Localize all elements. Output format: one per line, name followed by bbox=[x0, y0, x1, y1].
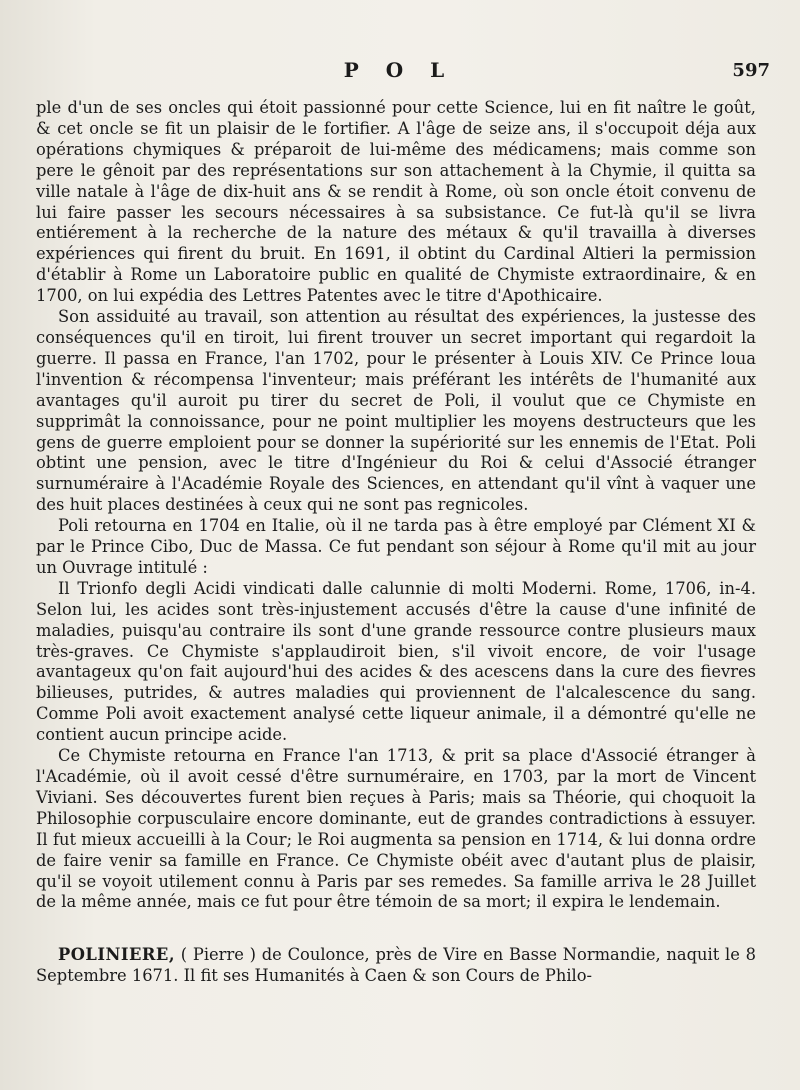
dictionary-entry bbox=[36, 945, 756, 987]
paragraph-4: Il Trionfo degli Acidi vindicati dalle calunnie di molti Moderni. Rome, 1706, in-4. Selon lui, les acides sont très-injustement accusés d'être la cause d'une infinité de maladies, puisqu'au contraire ils sont d'une grande ressource contre plusieurs maux très-graves. Ce Chymiste s'applaudiroit bien, s'il vivoit encore, de voir l'usage avantageux qu'on fait aujourd'hui des acides & des acescens dans la cure des fievres bilieuses, putrides, & autres maladies qui proviennent de l'alcalescence du sang. Comme Poli avoit exactement analysé cette liqueur animale, il a démontré qu'elle ne contient aucun principe acide. bbox=[36, 578, 756, 745]
paragraph-2: Son assiduité au travail, son attention au résultat des expériences, la justesse des conséquences qu'il en tiroit, lui firent trouver un secret important qui regardoit la guerre. Il passa en France, l'an 1702, pour le présenter à Louis XIV. Ce Prince loua l'invention & récompensa l'inventeur; mais préférant les intérêts de l'humanité aux avantages qu'il auroit pu tirer du secret de Poli, il voulut que ce Chymiste en supprimât la connoissance, pour ne point multiplier les moyens destructeurs que les gens de guerre emploient pour se donner la supériorité sur les ennemis de l'Etat. Poli obtint une pension, avec le titre d'Ingénieur du Roi & celui d'Associé étranger surnuméraire à l'Académie Royale des Sciences, en attendant qu'il vînt à vaquer une des huit places destinées à ceux qui ne sont pas regnicoles. bbox=[36, 307, 756, 515]
entry-text: ( Pierre ) de Coulonce, près de Vire en Basse Normandie, naquit le 8 Septembre 1671. Il fit ses Humanités à Caen & son Cours de Philo- bbox=[36, 945, 756, 986]
entry-name: POLINIERE, bbox=[58, 945, 176, 965]
paragraph-3: Poli retourna en 1704 en Italie, où il ne tarda pas à être employé par Clément XI & par le Prince Cibo, Duc de Massa. Ce fut pendant son séjour à Rome qu'il mit au jour un Ouvrage intitulé : bbox=[36, 516, 756, 577]
page-header bbox=[28, 58, 770, 92]
paragraph-5: Ce Chymiste retourna en France l'an 1713, & prit sa place d'Associé étranger à l'Académie, où il avoit cessé d'être surnuméraire, en 1703, par la mort de Vincent Viviani. Ses découvertes furent bien reçues à Paris; mais sa Théorie, qui choquoit la Philosophie corpusculaire encore dominante, eut de grandes contradictions à essuyer. Il fut mieux accueilli à la Cour; le Roi augmenta sa pension en 1714, & lui donna ordre de faire venir sa famille en France. Ce Chymiste obéit avec d'autant plus de plaisir, qu'il se voyoit utilement connu à Paris par ses remedes. Sa famille arriva le 28 Juillet de la même année, mais ce fut pour être témoin de sa mort; il expira le lendemain. bbox=[36, 746, 756, 912]
running-head: P O L bbox=[343, 58, 455, 82]
paragraph-1: ple d'un de ses oncles qui étoit passionné pour cette Science, lui en fit naître le goût, & cet oncle se fit un plaisir de le fortifier. A l'âge de seize ans, il s'occupoit déja aux opérations chymiques & préparoit de lui-même des médicamens; mais comme son pere le gênoit par des représentations sur son attachement à la Chymie, il quitta sa ville natale à l'âge de dix-huit ans & se rendit à Rome, où son oncle étoit convenu de lui faire passer les secours nécessaires à sa subsistance. Ce fut-là qu'il se livra entiérement à la recherche de la nature des métaux & qu'il travailla à diverses expériences qui firent du bruit. En 1691, il obtint du Cardinal Altieri la permission d'établir à Rome un Laboratoire public en qualité de Chymiste extraordinaire, & en 1700, on lui expédia des Lettres Patentes avec le titre d'Apothicaire. bbox=[36, 98, 756, 306]
entry-gap bbox=[36, 913, 756, 945]
body-text bbox=[36, 98, 756, 987]
page-number: 597 bbox=[732, 60, 770, 81]
